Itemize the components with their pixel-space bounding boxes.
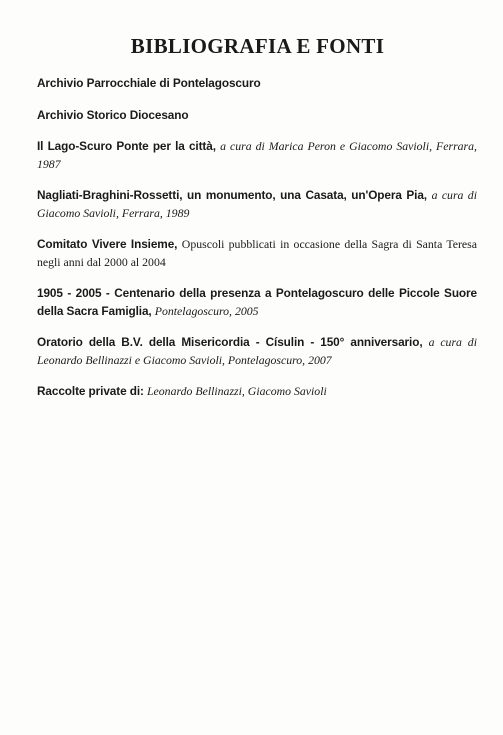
page-title-text: BIBLIOGRAFIA E FONTI (130, 34, 385, 58)
bibliography-entry (37, 75, 477, 93)
entry-details: Leonardo Bellinazzi, Giacomo Savioli (146, 384, 327, 398)
bibliography-entry (37, 236, 477, 271)
entry-details: a cura di Leonardo Bellinazzi e Giacomo Savioli, Pontelagoscuro, 2007 (37, 335, 477, 367)
entry-title: 1905 - 2005 - Centenario della presenza a Pontelagoscuro delle Piccole Suore della Sacra Famiglia, (37, 286, 477, 318)
entry-title: Archivio Storico Diocesano (37, 107, 189, 122)
bibliography-entry (37, 187, 477, 222)
entry-details: Opuscoli pubblicati in occasione della Sagra di Santa Teresa negli anni dal 2000 al 2004 (37, 237, 477, 269)
entry-title: Archivio Parrocchiale di Pontelagoscuro (37, 76, 261, 90)
bibliography-entry (37, 285, 477, 320)
entry-details: a cura di Giacomo Savioli, Ferrara, 1989 (37, 188, 477, 220)
entry-title: Comitato Vivere Insieme, (37, 237, 178, 251)
entry-details: a cura di Marica Peron e Giacomo Savioli, Ferrara, 1987 (37, 139, 477, 171)
bibliography-entry (37, 138, 477, 173)
entry-title: Raccolte private di: (37, 384, 144, 398)
bibliography-entry (37, 334, 477, 369)
page-title (0, 34, 503, 59)
bibliography-entry (37, 383, 477, 401)
entry-title: Il Lago-Scuro Ponte per la città, (37, 139, 216, 153)
entry-title: Nagliati-Braghini-Rossetti, un monumento, una Casata, un'Opera Pia, (37, 188, 427, 202)
entry-title: Oratorio della B.V. della Misericordia - Císulin - 150° anniversario, (37, 335, 423, 349)
bibliography-list (37, 75, 477, 415)
bibliography-entry (37, 107, 477, 125)
entry-details: Pontelagoscuro, 2005 (154, 303, 259, 318)
